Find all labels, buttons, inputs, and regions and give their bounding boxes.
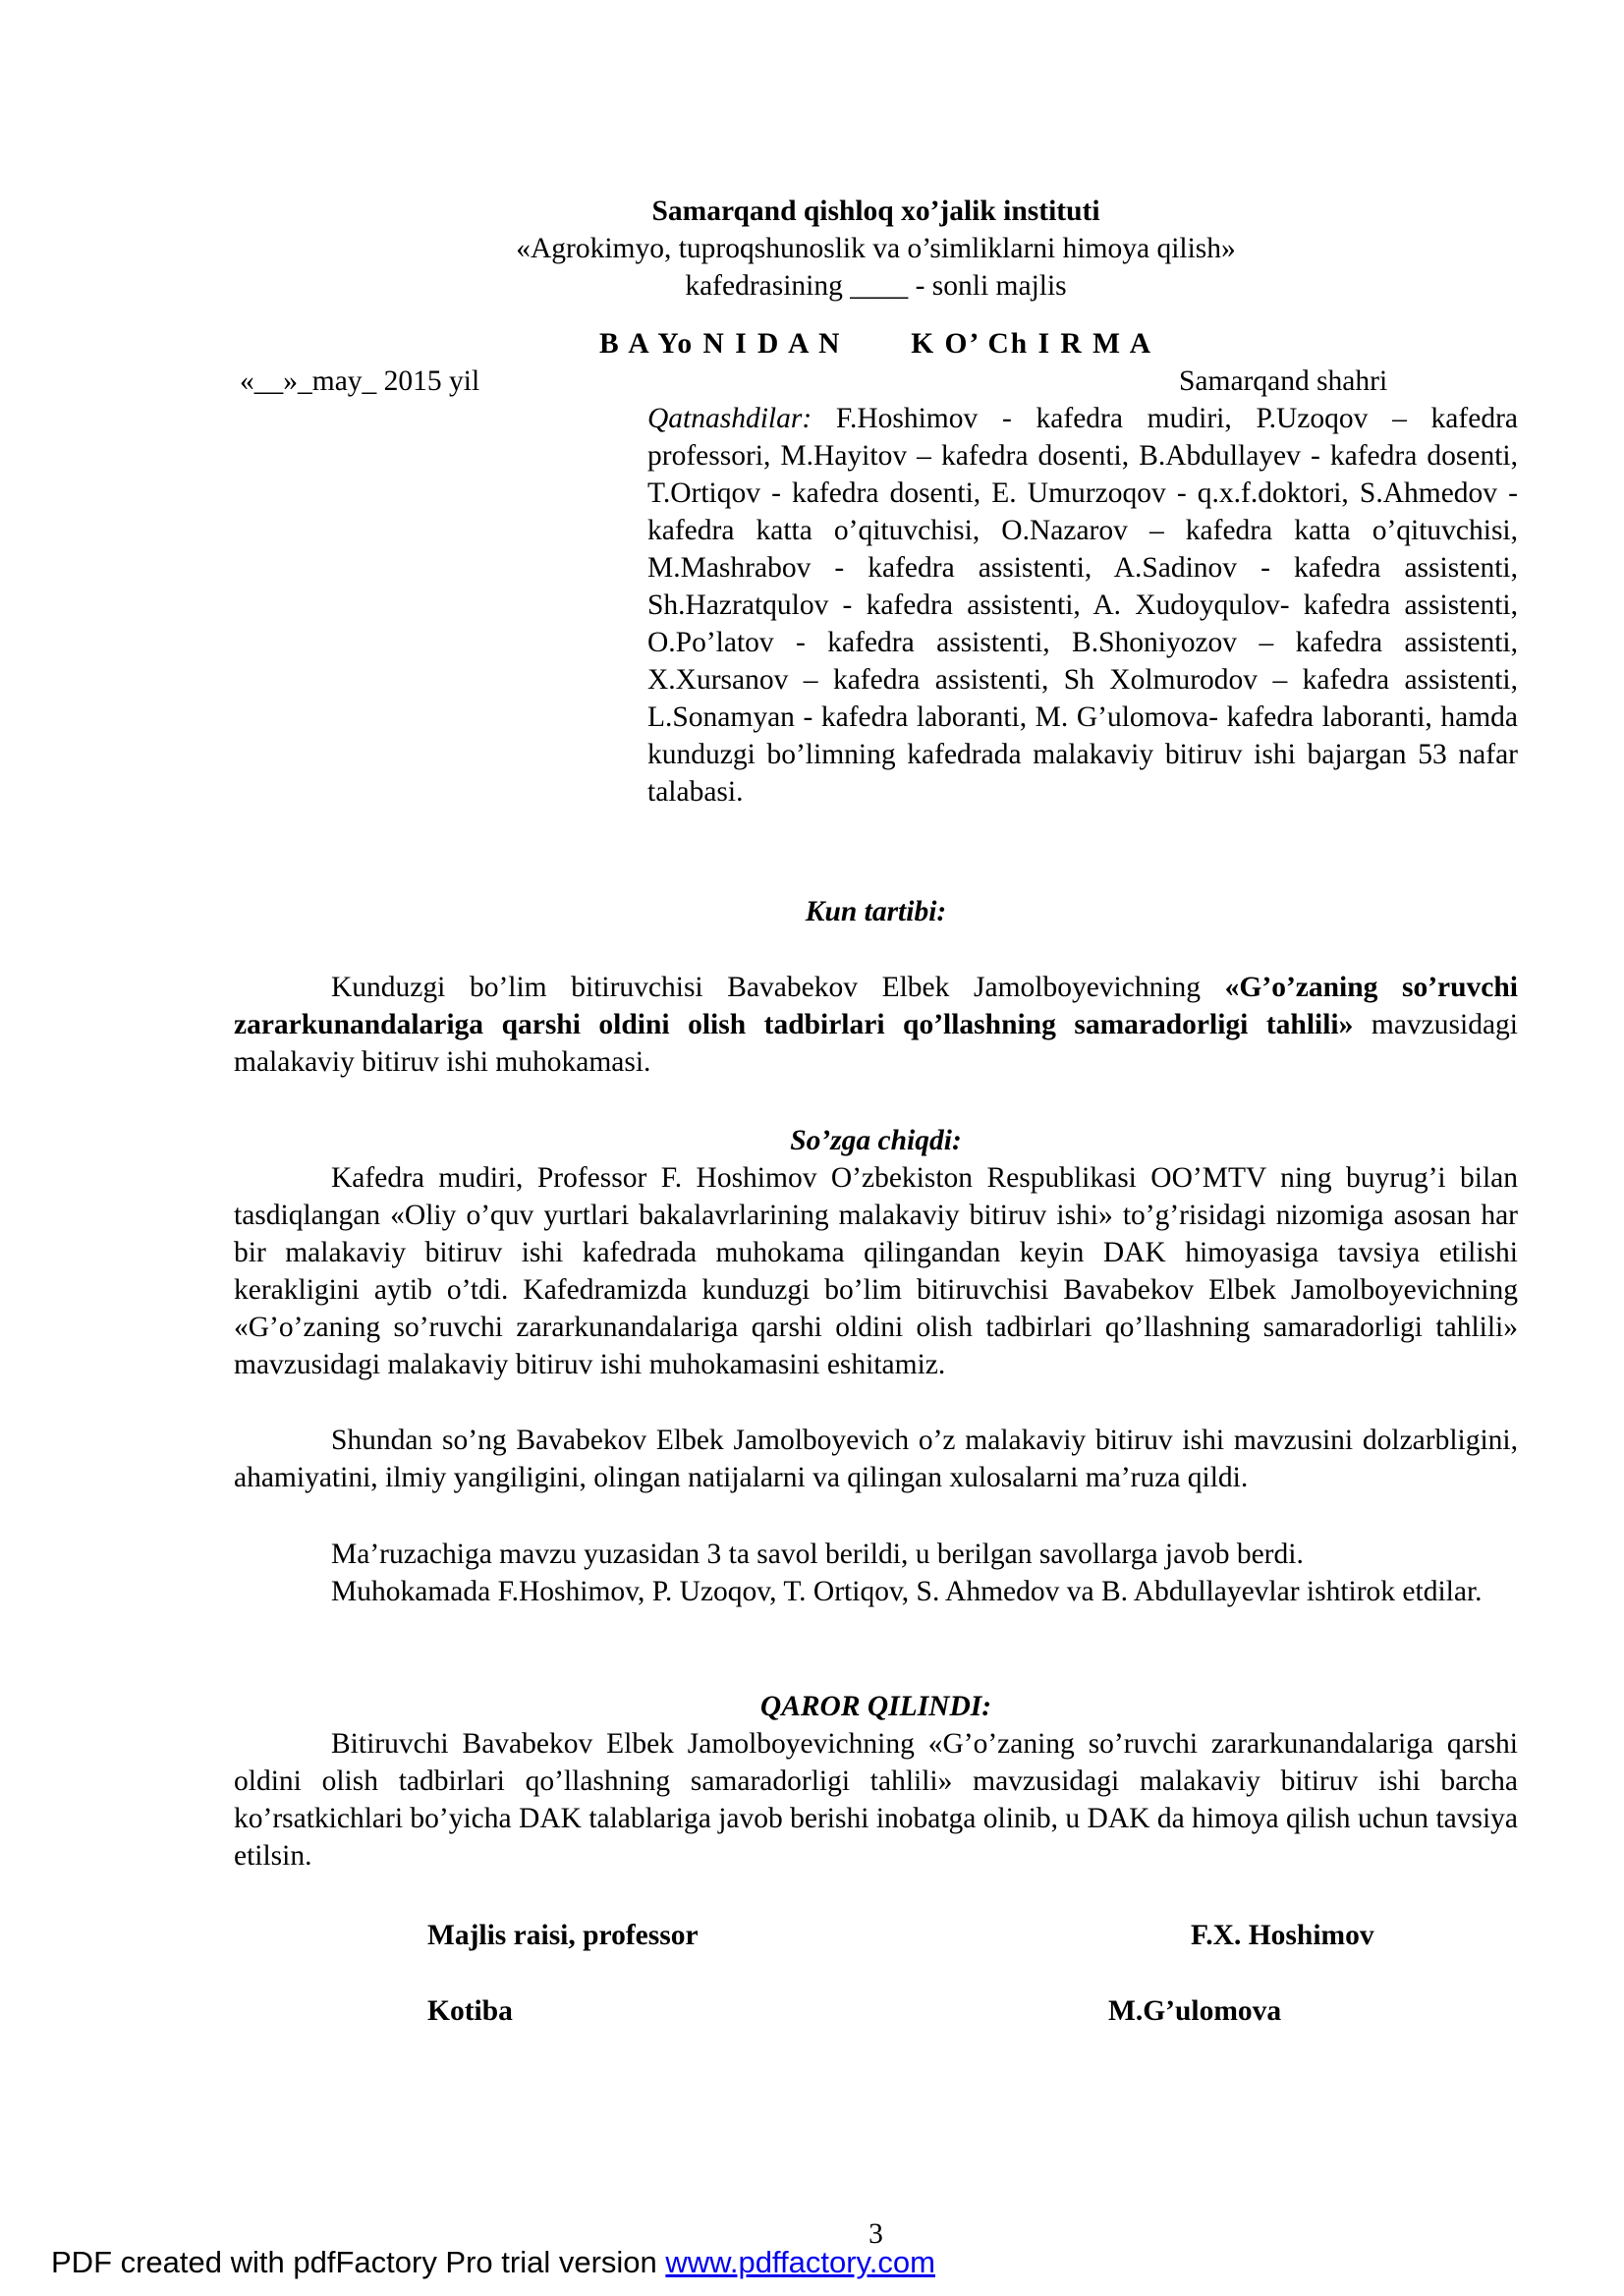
agenda-text-before: Kunduzgi bo’lim bitiruvchisi Bavabekov Elbek Jamolboyevichning [331,972,1225,1003]
document-title [0,325,1624,363]
agenda-heading: Kun tartibi: [805,896,947,927]
secretary-name: M.G’ulomova [1108,1995,1282,2027]
speech-paragraph-3: Ma’ruzachiga mavzu yuzasidan 3 ta savol berildi, u berilgan savollarga javob berdi. [331,1539,1304,1570]
secretary-title: Kotiba [427,1995,513,2027]
footer-link[interactable]: www.pdffactory.com [665,2245,935,2279]
decision-heading: QAROR QILINDI: [759,1691,992,1722]
agenda-paragraph [234,969,1518,1081]
decision-paragraph: Bitiruvchi Bavabekov Elbek Jamolboyevichning «G’o’zaning so’ruvchi zararkunandalariga qarshi oldini olish tadbirlari qo’llashning samaradorligi tahlili» mavzusidagi malakaviy bitiruv ishi barcha ko’rsatkichlari bo’yicha DAK talablariga javob berishi inobatga olinib, u DAK da himoya qilish uchun tavsiya etilsin. [234,1728,1518,1872]
page-number: 3 [868,2218,883,2250]
title-part-2: K O’ Ch I R M A [911,328,1153,360]
attendees-list: F.Hoshimov - kafedra mudiri, P.Uzoqov – kafedra professori, M.Hayitov – kafedra dosenti, B.Abdullayev - kafedra dosenti, T.Ortiqov - kafedra dosenti, E. Umurzoqov - q.x.f.doktori, S.Ahmedov - kafedra katta o’qituvchisi, O.Nazarov – kafedra katta o’qituvchisi, M.Mashrabov - kafedra assistenti, A.Sadinov - kafedra assistenti, Sh.Hazratqulov - kafedra assistenti, A. Xudoyqulov- kafedra assistenti, O.Po’latov - kafedra assistenti, B.Shoniyozov – kafedra assistenti, X.Xursanov – kafedra assistenti, Sh Xolmurodov – kafedra assistenti, L.Sonamyan - kafedra laboranti, M. G’ulomova- kafedra laboranti, hamda kunduzgi bo’limning kafedrada malakaviy bitiruv ishi bajargan 53 nafar talabasi. [647,403,1518,808]
pdf-footer [51,2244,935,2281]
speech-heading: So’zga chiqdi: [790,1125,962,1156]
chair-title: Majlis raisi, professor [427,1920,699,1951]
meeting-city: Samarqand shahri [1179,365,1388,397]
speech-paragraph-4: Muhokamada F.Hoshimov, P. Uzoqov, T. Ortiqov, S. Ahmedov va B. Abdullayevlar ishtirok etdilar. [331,1576,1483,1607]
agenda-text-after: mavzusidagi malakaviy bitiruv ishi muhokamasi. [234,1009,1518,1078]
speech-paragraph-1: Kafedra mudiri, Professor F. Hoshimov O’zbekiston Respublikasi OO’MTV ning buyrug’i bilan tasdiqlangan «Oliy o’quv yurtlari bakalavrlarining malakaviy bitiruv ishi» to’g’risidagi nizomiga asosan har bir malakaviy bitiruv ishi kafedrada muhokama qilingandan keyin DAK himoyasiga tavsiya etilishi kerakligini aytib o’tdi. Kafedramizda kunduzgi bo’lim bitiruvchisi Bavabekov Elbek Jamolboyevichning «G’o’zaning so’ruvchi zararkunandalariga qarshi oldini olish tadbirlari qo’llashning samaradorligi tahlili» mavzusidagi malakaviy bitiruv ishi muhokamasini eshitamiz. [234,1162,1518,1380]
agenda-topic: «G’o’zaning so’ruvchi zararkunandalariga qarshi oldini olish tadbirlari qo’llashning samaradorligi tahlili» [234,972,1518,1040]
footer-text: PDF created with pdfFactory Pro trial version [51,2245,666,2279]
chair-name: F.X. Hoshimov [1191,1920,1374,1951]
attendees-label: Qatnashdilar: [647,403,812,434]
meeting-date: «__»_may_ 2015 yil [240,365,480,397]
title-part-1: B A Yo N I D A N [598,328,842,360]
department-name: «Agrokimyo, tuproqshunoslik va o’simliklarni himoya qilish» [516,233,1236,264]
meeting-number: kafedrasining ____ - sonli majlis [685,270,1067,302]
speech-paragraph-2: Shundan so’ng Bavabekov Elbek Jamolboyevich o’z malakaviy bitiruv ishi mavzusini dolzarbligini, ahamiyatini, ilmiy yangiligini, olingan natijalarni va qilingan xulosalarni ma’ruza qildi. [234,1425,1518,1493]
institute-name: Samarqand qishloq xo’jalik instituti [651,196,1100,227]
attendees-block [647,400,1518,811]
